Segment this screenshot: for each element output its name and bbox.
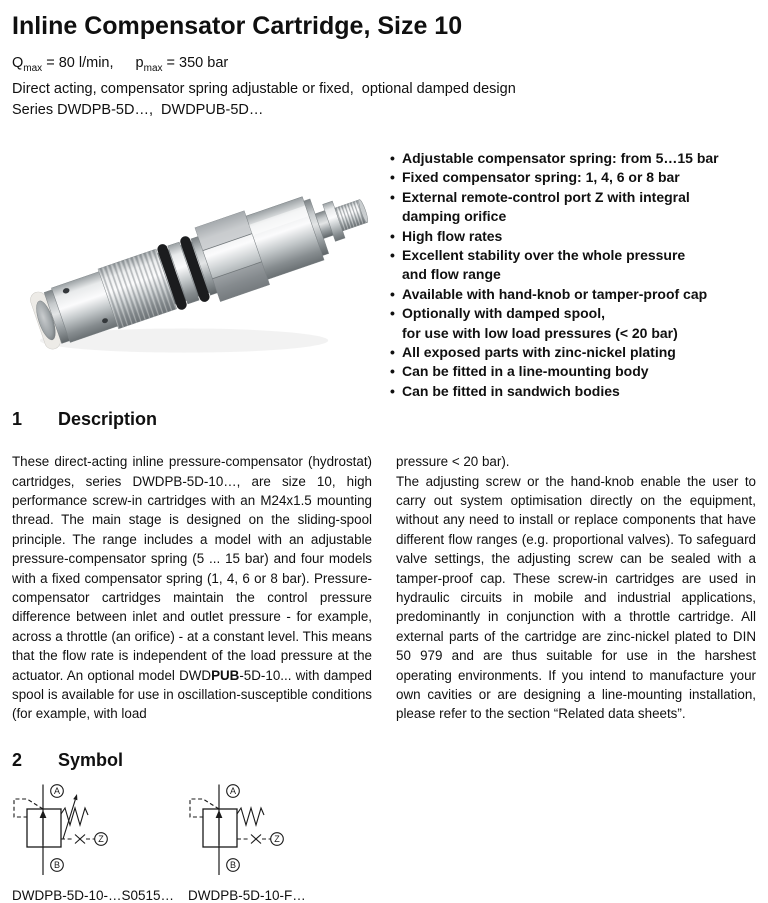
symbol-fixed <box>188 783 364 903</box>
section-title: Description <box>58 409 158 430</box>
page-subtitle: Direct acting, compensator spring adjustable or fixed, optional damped design <box>12 80 516 97</box>
feature-item: • Adjustable compensator spring: from 5…15 bar <box>390 149 756 168</box>
section-number: 1 <box>12 409 23 430</box>
feature-item: • Can be fitted in sandwich bodies <box>390 382 756 401</box>
cartridge-valve-photo <box>12 147 390 401</box>
feature-item: • High flow rates <box>390 227 756 246</box>
port-label-z: Z <box>274 834 280 845</box>
description-column-left <box>12 452 372 724</box>
feature-item: • Can be fitted in a line-mounting body <box>390 362 756 381</box>
section-number: 2 <box>12 749 23 770</box>
description-paragraph-left: These direct-acting inline pressure-compensator (hydrostat) cartridges, series DWDPB-5D-10…, are size 10, high performance screw-in cartridges with an M24x1.5 mounting thread. The main stage is designed on the sliding-spool principle. The range includes a model with an adjustable pressure-compensator spring (5 ... 15 bar) and four models with a fixed compensator spring (1, 4, 6 or 8 bar). Pressure-compensator cartridges maintain the control pressure difference between inlet and outlet pressure - for example, across a throttle (an orifice) - at a constant level. This means that the flow rate is independent of the load pressure at the actuator. An optional model DWDPUB-5D-10... with damped spool is available for use in oscillation-susceptible conditions (for example, with load <box>12 454 372 722</box>
section-title: Symbol <box>58 749 124 770</box>
page-title: Inline Compensator Cartridge, Size 10 <box>12 12 463 40</box>
symbol-adjustable <box>12 783 188 903</box>
port-label-b: B <box>53 860 61 871</box>
description-columns <box>12 452 756 724</box>
port-label-a: A <box>229 786 237 797</box>
feature-item: • All exposed parts with zinc-nickel plating <box>390 343 756 362</box>
feature-item: • Available with hand-knob or tamper-proof cap <box>390 285 756 304</box>
feature-item: • Fixed compensator spring: 1, 4, 6 or 8 bar <box>390 168 756 187</box>
feature-item: • External remote-control port Z with integral damping orifice <box>390 188 756 227</box>
hydraulic-symbol-adjustable <box>12 783 124 879</box>
port-label-z: Z <box>98 834 104 845</box>
symbol-diagrams <box>12 783 756 903</box>
hydraulic-symbol-fixed <box>188 783 300 879</box>
feature-list <box>390 147 756 401</box>
top-section <box>12 147 756 401</box>
feature-item: • Excellent stability over the whole pressure and flow range <box>390 246 756 285</box>
description-paragraph-right: The adjusting screw or the hand-knob enable the user to carry out system optimisation directly on the equipment, without any need to install or replace components that have different flow ranges (e.g. proportional valves). To safeguard valve settings, the adjusting screw can be sealed with a tamper-proof cap. These screw-in cartridges are used in hydraulic circuits in mobile and industrial applications, predominantly in conjunction with a throttle cartridge. All external parts of the cartridge are zinc-nickel plated to DIN 50 979 and are thus suitable for use in the harshest operating environments. If you intend to manufacture your own cavities or are designing a line-mounting installation, please refer to the section “Related data sheets”. <box>396 473 756 722</box>
port-label-a: A <box>53 786 61 797</box>
description-paragraph-right-line1: pressure < 20 bar). <box>396 454 510 470</box>
description-heading <box>12 409 756 430</box>
spec-line <box>12 55 756 74</box>
symbol-caption-adjustable: DWDPB-5D-10-…S0515… <box>12 887 175 903</box>
description-column-right <box>396 452 756 724</box>
feature-item: • Optionally with damped spool, for use with low load pressures (< 20 bar) <box>390 304 756 343</box>
symbol-caption-fixed: DWDPB-5D-10-F… <box>188 887 306 903</box>
port-label-b: B <box>229 860 237 871</box>
symbol-heading <box>12 750 756 771</box>
feature-items <box>390 149 756 401</box>
cartridge-valve-illustration <box>12 147 384 389</box>
qmax-spec: $Q_{max} = 80$ l/min, <box>12 55 114 74</box>
pmax-spec: $p_{max} = 350$ bar <box>135 55 229 74</box>
series-line: Series DWDPB-5D…, DWDPUB-5D… <box>12 101 264 118</box>
